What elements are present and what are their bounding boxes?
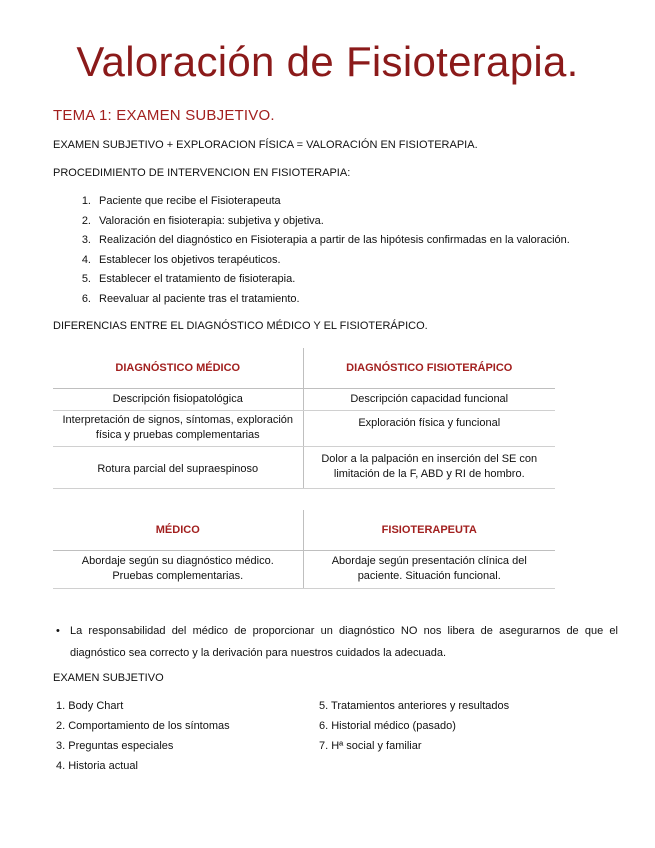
column-header: DIAGNÓSTICO FISIOTERÁPICO bbox=[303, 348, 555, 388]
list-number: 2. bbox=[81, 214, 91, 227]
list-item: 6. Historial médico (pasado) bbox=[319, 720, 456, 732]
list-number: 6. bbox=[81, 292, 91, 305]
table-cell: Abordaje según su diagnóstico médico. Pruebas complementarias. bbox=[53, 550, 303, 588]
list-item: 7. Hª social y familiar bbox=[319, 740, 422, 752]
list-number: 5. bbox=[81, 273, 91, 286]
responsibility-bullet bbox=[53, 620, 618, 664]
topic-heading: TEMA 1: EXAMEN SUBJETIVO. bbox=[53, 107, 275, 124]
column-header: MÉDICO bbox=[53, 510, 303, 550]
list-text: Valoración en fisioterapia: subjetiva y objetiva. bbox=[99, 214, 324, 227]
list-item bbox=[53, 212, 570, 232]
list-text: Paciente que recibe el Fisioterapeuta bbox=[99, 195, 281, 207]
table-cell: Interpretación de signos, síntomas, exploración física y pruebas complementarias bbox=[53, 410, 303, 446]
table-cell: Descripción fisiopatológica bbox=[53, 388, 303, 410]
table-row bbox=[53, 550, 555, 588]
table-cell: Rotura parcial del supraespinoso bbox=[53, 446, 303, 488]
differences-heading: DIFERENCIAS ENTRE EL DIAGNÓSTICO MÉDICO Y EL FISIOTERÁPICO. bbox=[53, 320, 428, 332]
table-row bbox=[53, 388, 555, 410]
list-number: 3. bbox=[81, 234, 91, 247]
list-item: 4. Historia actual bbox=[56, 760, 138, 772]
list-item bbox=[53, 231, 570, 251]
diagnosis-comparison-table bbox=[53, 348, 555, 489]
list-text: Establecer los objetivos terapéuticos. bbox=[99, 253, 281, 266]
list-item bbox=[53, 270, 570, 290]
list-item: 2. Comportamiento de los síntomas bbox=[56, 720, 230, 732]
subjective-list-right bbox=[319, 696, 509, 756]
list-text: Establecer el tratamiento de fisioterapia. bbox=[99, 273, 296, 286]
procedure-list bbox=[53, 192, 570, 310]
procedure-heading: PROCEDIMIENTO DE INTERVENCION EN FISIOTERAPIA: bbox=[53, 167, 351, 179]
list-number: 4. bbox=[81, 253, 91, 266]
table-header-row bbox=[53, 510, 555, 550]
approach-comparison-table bbox=[53, 510, 555, 589]
list-number: 1. bbox=[81, 195, 91, 207]
subjective-list-left bbox=[56, 696, 230, 776]
list-text: Realización del diagnóstico en Fisioterapia a partir de las hipótesis confirmadas en la valoración. bbox=[99, 234, 570, 247]
list-text: Reevaluar al paciente tras el tratamiento. bbox=[99, 292, 300, 305]
table-cell: Dolor a la palpación en inserción del SE con limitación de la F, ABD y RI de hombro. bbox=[303, 446, 555, 488]
bullet-icon: • bbox=[56, 625, 60, 637]
list-item: 1. Body Chart bbox=[56, 700, 124, 712]
page-title: Valoración de Fisioterapia. bbox=[76, 38, 579, 85]
subjective-heading: EXAMEN SUBJETIVO bbox=[53, 672, 164, 684]
table-row bbox=[53, 446, 555, 488]
table-row bbox=[53, 410, 555, 446]
column-header: FISIOTERAPEUTA bbox=[303, 510, 555, 550]
table-cell: Abordaje según presentación clínica del paciente. Situación funcional. bbox=[303, 550, 555, 588]
equation-line: EXAMEN SUBJETIVO + EXPLORACION FÍSICA = VALORACIÓN EN FISIOTERAPIA. bbox=[53, 139, 478, 151]
bullet-text: La responsabilidad del médico de proporcionar un diagnóstico NO nos libera de asegurarnos de que el diagnóstico sea correcto y la derivación para nuestros cuidados la adecuada. bbox=[70, 625, 618, 659]
list-item: 3. Preguntas especiales bbox=[56, 740, 174, 752]
list-item: 5. Tratamientos anteriores y resultados bbox=[319, 700, 510, 712]
table-header-row bbox=[53, 348, 555, 388]
list-item bbox=[53, 192, 570, 212]
table-cell: Descripción capacidad funcional bbox=[303, 388, 555, 410]
table-cell: Exploración física y funcional bbox=[303, 410, 555, 446]
list-item bbox=[53, 290, 570, 310]
list-item bbox=[53, 251, 570, 271]
column-header: DIAGNÓSTICO MÉDICO bbox=[53, 348, 303, 388]
